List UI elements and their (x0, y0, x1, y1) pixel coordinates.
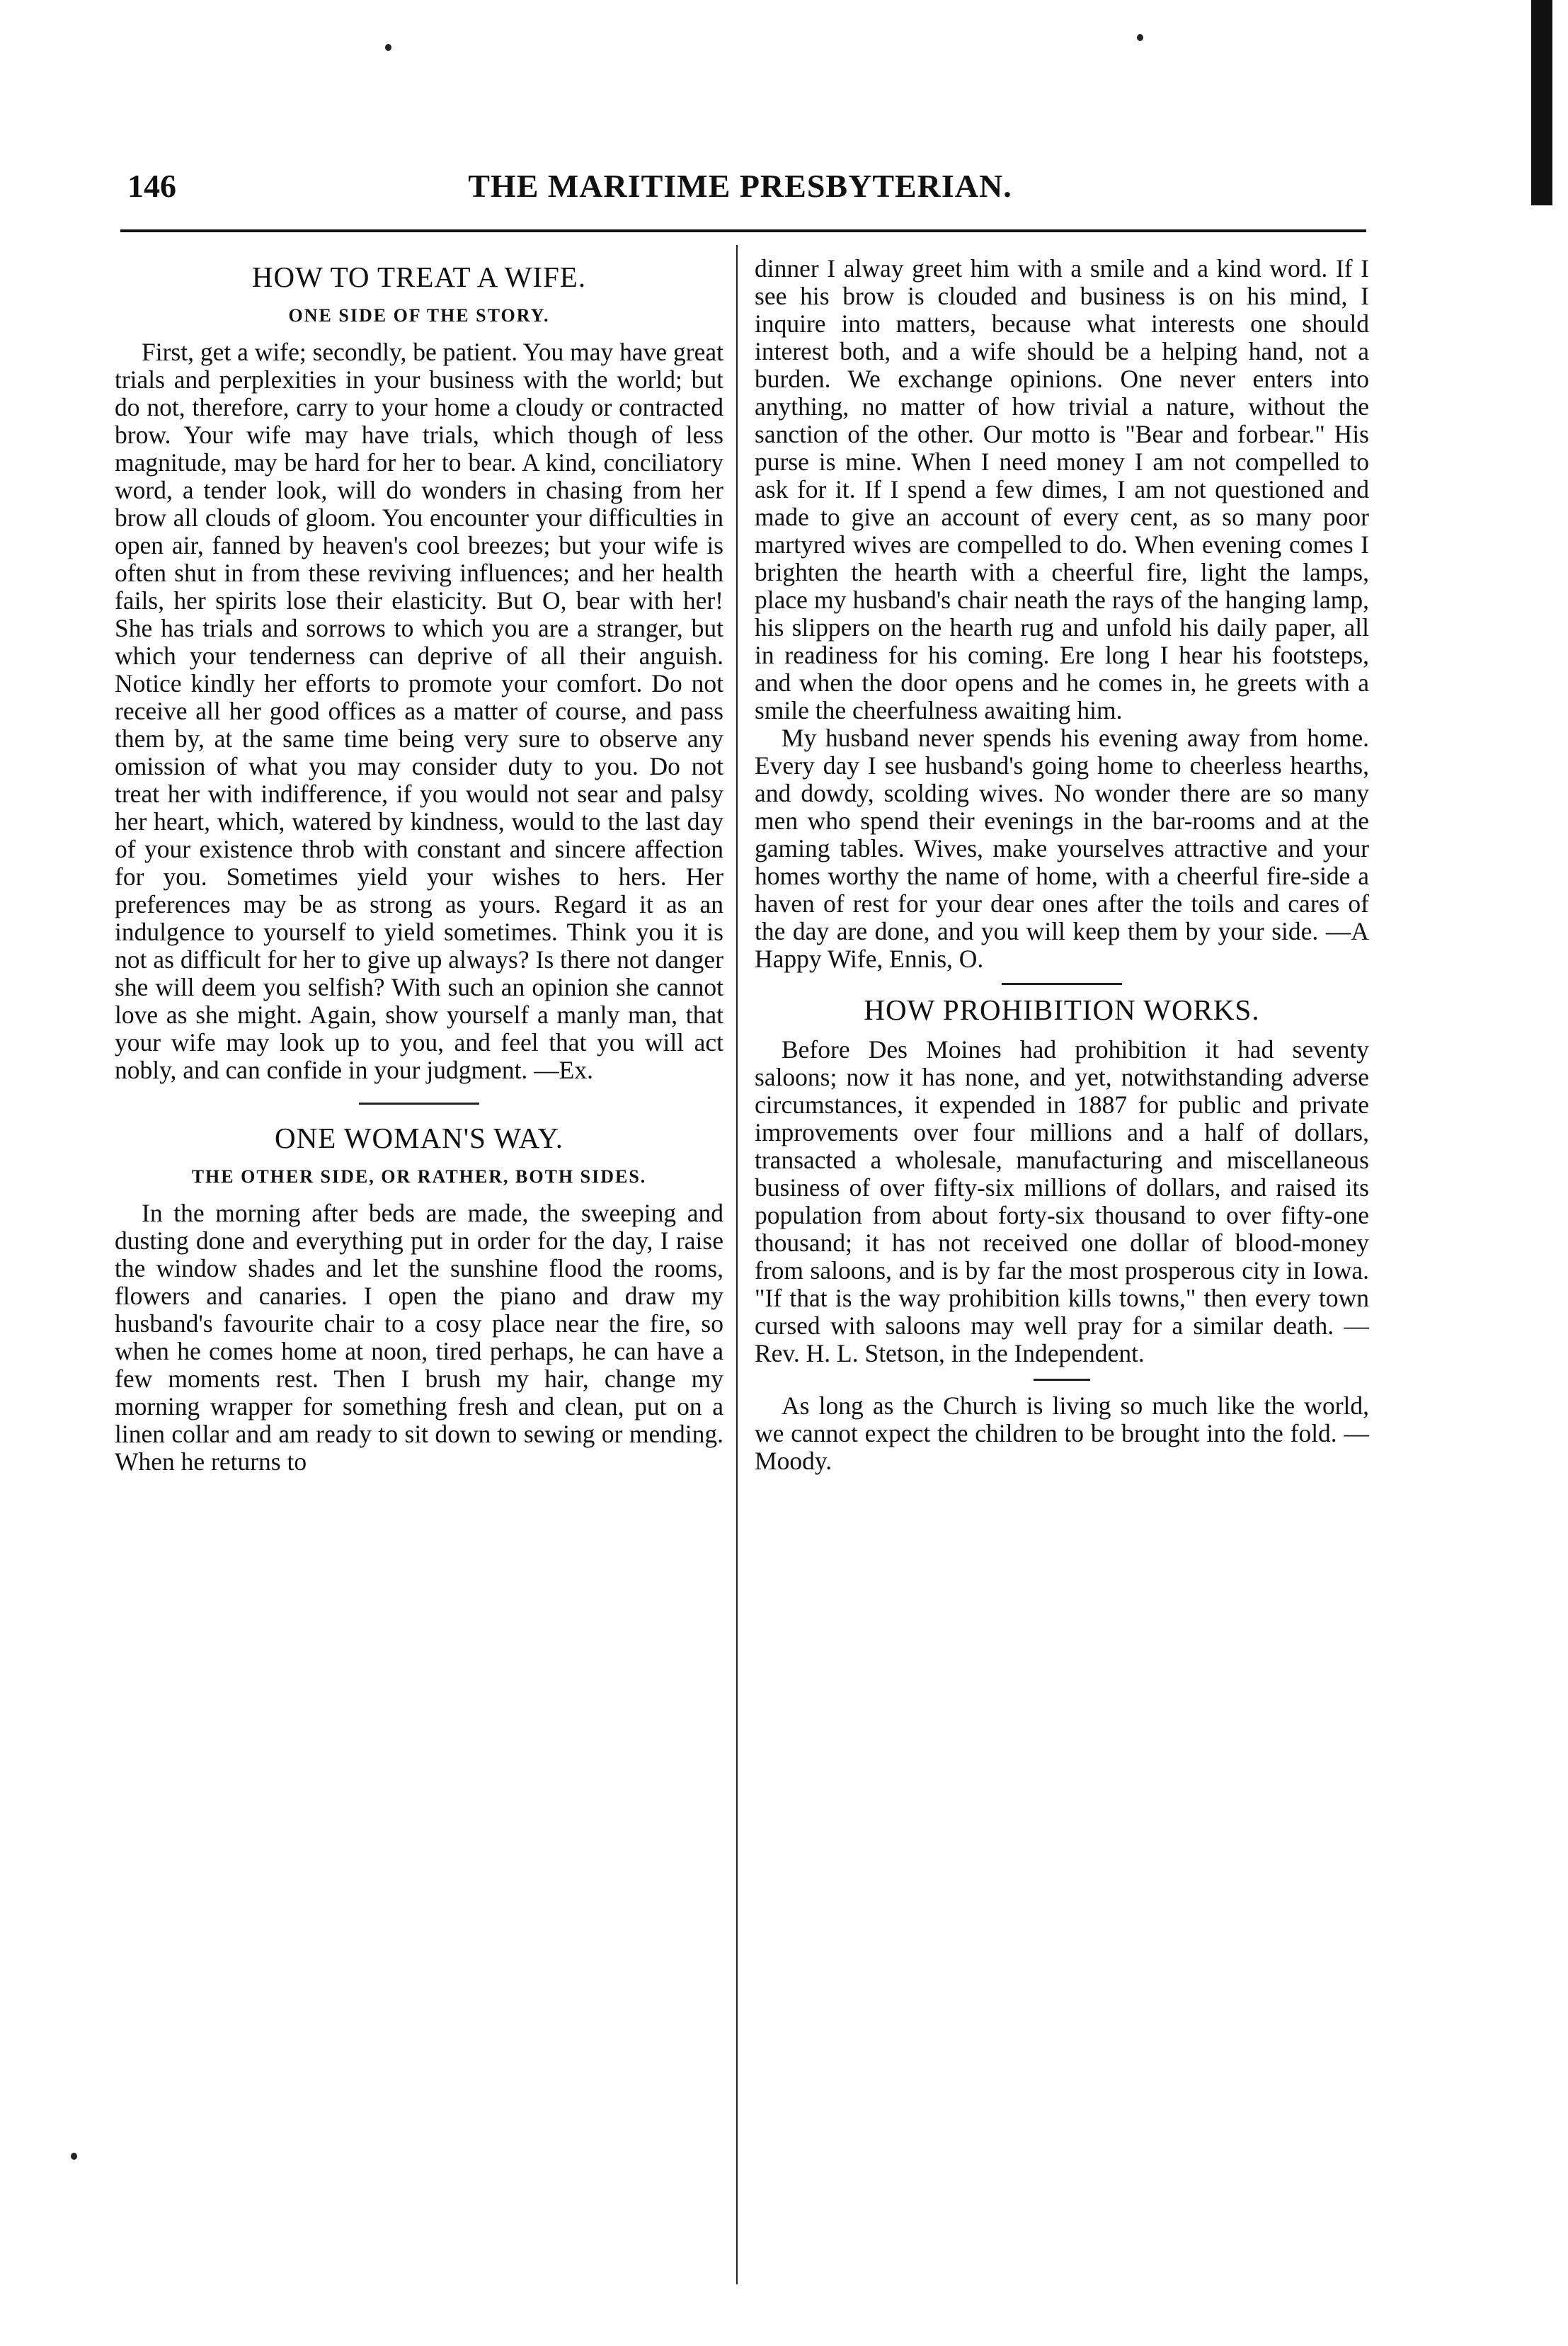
header-rule (120, 229, 1366, 232)
page-header (119, 167, 1361, 210)
article-body-how-to-treat-a-wife: First, get a wife; secondly, be patient. You may have great trials and perplexities in your business with the world; but do not, therefore, carry to your home a cloudy or contracted brow. Your wife may have trials, which though of less magnitude, may be hard for her to bear. A kind, conciliatory word, a tender look, will do wonders in chasing from her brow all clouds of gloom. You encounter your difficulties in open air, fanned by heaven's cool breezes; but your wife is often shut in from these reviving influences; and her health fails, her spirits lose their elasticity. But O, bear with her! She has trials and sorrows to which you are a stranger, but which your tenderness can deprive of all their anguish. Notice kindly her efforts to promote your comfort. Do not receive all her good offices as a matter of course, and pass them by, at the same time being very sure to observe any omission of what you may consider duty to you. Do not treat her with indifference, if you would not sear and palsy her heart, which, watered by kindness, would to the last day of your existence throb with constant and sincere affection for you. Sometimes yield your wishes to hers. Her preferences may be as strong as yours. Regard it as an indulgence to yourself to yield sometimes. Think you it is not as difficult for her to give up always? Is there not danger she will deem you selfish? With such an opinion she cannot love as she might. Again, show yourself a manly man, that your wife may look up to you, and feel that you will act nobly, and can confide in your judgment. —Ex. (115, 338, 723, 1084)
page-edge-bar (1531, 0, 1552, 205)
journal-title: THE MARITIME PRESBYTERIAN. (468, 168, 1012, 204)
speck-mark (385, 44, 391, 51)
article-subtitle: THE OTHER SIDE, OR RATHER, BOTH SIDES. (191, 1166, 647, 1187)
left-column (115, 255, 723, 1476)
article-body-how-prohibition-works: Before Des Moines had prohibition it had seventy saloons; now it has none, and yet, notwithstanding adverse circumstances, it expended in 1887 for public and private improvements over four millions and a half of dollars, transacted a wholesale, manufacturing and miscellaneous business of over fifty-six millions of dollars, and raised its population from about forty-six thousand to over fifty-one thousand; it has not received one dollar of blood-money from saloons, and is by far the most prosperous city in Iowa. "If that is the way prohibition kills towns," then every town cursed with saloons may well pray for a similar death. —Rev. H. L. Stetson, in the Independent. (755, 1035, 1369, 1367)
article-body-one-womans-way: In the morning after beds are made, the sweeping and dusting done and everything put in order for the day, I raise the window shades and let the sunshine flood the rooms, flowers and canaries. I open the piano and draw my husband's favourite chair to a cosy place near the fire, so when he comes home at noon, tired perhaps, he can have a few moments rest. Then I brush my hair, change my morning wrapper for something fresh and clean, put on a linen collar and am ready to sit down to sewing or mending. When he returns to (115, 1199, 723, 1476)
page-number: 146 (127, 168, 176, 204)
section-rule (1034, 1379, 1090, 1381)
article-title-how-prohibition-works: HOW PROHIBITION WORKS. (864, 993, 1260, 1026)
right-column (755, 255, 1369, 1475)
article-body-moody-quote: As long as the Church is living so much like the world, we cannot expect the children to be brought into the fold. —Moody. (755, 1391, 1369, 1475)
article-body-continued-paragraph: My husband never spends his evening away from home. Every day I see husband's going home to cheerless hearths, and dowdy, scolding wives. No wonder there are so many men who spend their evenings in the bar-rooms and at the gaming tables. Wives, make yourselves attractive and your homes worthy the name of home, with a cheerful fire-side a haven of rest for your dear ones after the toils and cares of the day are done, and you will keep them by your side. —A Happy Wife, Ennis, O. (755, 724, 1369, 973)
article-subtitle: ONE SIDE OF THE STORY. (288, 305, 550, 326)
section-rule (1002, 983, 1122, 985)
section-rule (359, 1103, 479, 1105)
speck-mark (71, 2153, 77, 2160)
article-body-continued: dinner I alway greet him with a smile and a kind word. If I see his brow is clouded and business is on his mind, I inquire into matters, because what interests one should interest both, and a wife should be a helping hand, not a burden. We exchange opinions. One never enters into anything, no matter of how trivial a nature, without the sanction of the other. Our motto is "Bear and forbear." His purse is mine. When I need money I am not compelled to ask for it. If I spend a few dimes, I am not questioned and made to give an account of every cent, as so many poor martyred wives are compelled to do. When evening comes I brighten the hearth with a cheerful fire, light the lamps, place my husband's chair neath the rays of the hanging lamp, his slippers on the hearth rug and unfold his daily paper, all in readiness for his coming. Ere long I hear his footsteps, and when the door opens and he comes in, he greets with a smile the cheerfulness awaiting him. (755, 254, 1369, 724)
column-divider (736, 245, 738, 2284)
article-title-one-womans-way: ONE WOMAN'S WAY. (274, 1122, 564, 1154)
speck-mark (1137, 34, 1143, 41)
article-title-how-to-treat-a-wife: HOW TO TREAT A WIFE. (251, 261, 587, 293)
